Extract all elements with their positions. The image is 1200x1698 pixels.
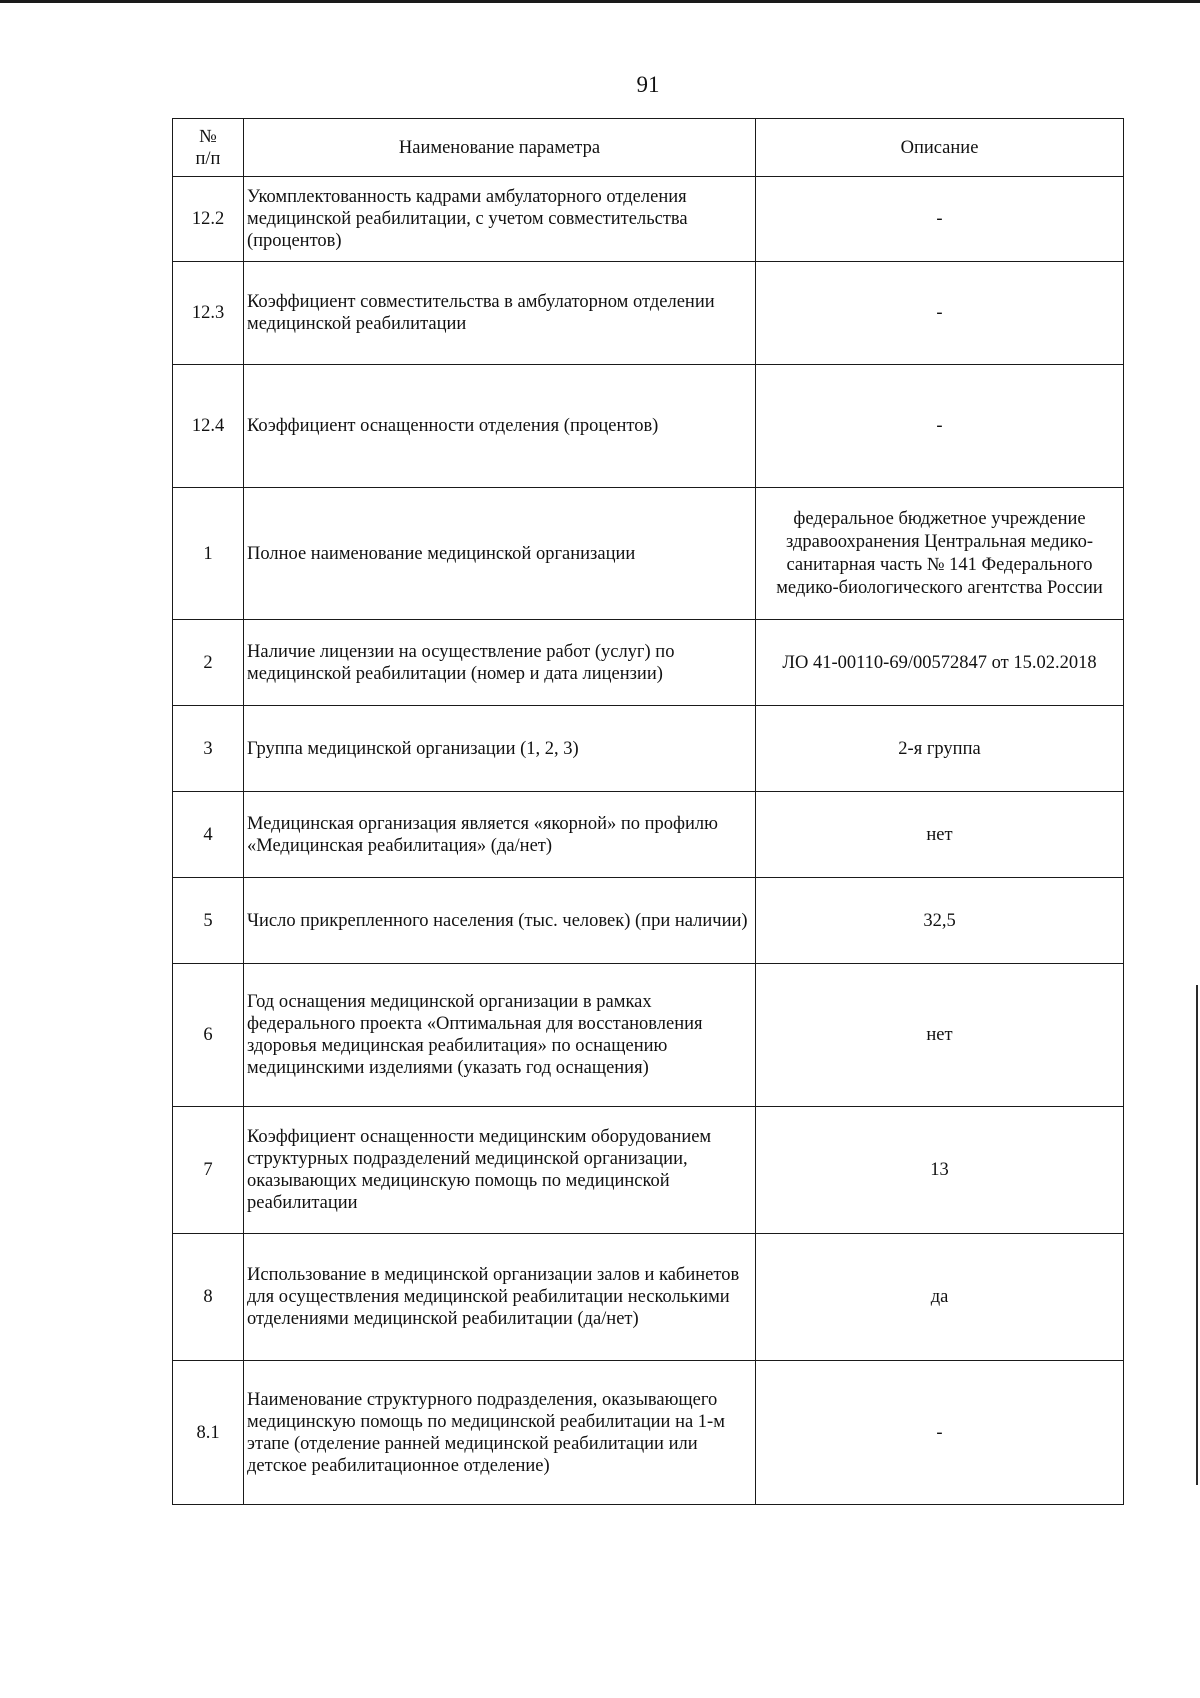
table-row bbox=[173, 1107, 1124, 1234]
row-number: 12.2 bbox=[173, 177, 244, 262]
row-description: нет bbox=[756, 792, 1124, 878]
row-description: - bbox=[756, 262, 1124, 365]
parameters-table bbox=[172, 118, 1124, 1505]
row-description: - bbox=[756, 1361, 1124, 1505]
row-parameter-name: Коэффициент оснащенности медицинским оборудованием структурных подразделений медицинской организации, оказывающих медицинскую помощь по медицинской реабилитации bbox=[244, 1107, 756, 1234]
table-row bbox=[173, 177, 1124, 262]
row-parameter-name: Коэффициент оснащенности отделения (процентов) bbox=[244, 365, 756, 488]
row-number: 6 bbox=[173, 964, 244, 1107]
row-number: 3 bbox=[173, 706, 244, 792]
table-row bbox=[173, 620, 1124, 706]
table-row bbox=[173, 878, 1124, 964]
row-parameter-name: Год оснащения медицинской организации в рамках федерального проекта «Оптимальная для восстановления здоровья медицинская реабилитация» по оснащению медицинскими изделиями (указать год оснащения) bbox=[244, 964, 756, 1107]
row-number: 12.3 bbox=[173, 262, 244, 365]
row-number: 7 bbox=[173, 1107, 244, 1234]
row-parameter-name: Коэффициент совместительства в амбулаторном отделении медицинской реабилитации bbox=[244, 262, 756, 365]
row-number: 5 bbox=[173, 878, 244, 964]
row-parameter-name: Укомплектованность кадрами амбулаторного отделения медицинской реабилитации, с учетом совместительства (процентов) bbox=[244, 177, 756, 262]
page-number: 91 bbox=[636, 72, 660, 97]
row-number: 4 bbox=[173, 792, 244, 878]
header-parameter-name: Наименование параметра bbox=[244, 119, 756, 177]
table-row bbox=[173, 262, 1124, 365]
row-description: федеральное бюджетное учреждение здравоохранения Центральная медико-санитарная часть № 141 Федерального медико-биологического агентства России bbox=[756, 488, 1124, 620]
row-parameter-name: Наличие лицензии на осуществление работ (услуг) по медицинской реабилитации (номер и дата лицензии) bbox=[244, 620, 756, 706]
row-description: - bbox=[756, 365, 1124, 488]
row-description: 13 bbox=[756, 1107, 1124, 1234]
row-description: ЛО 41-00110-69/00572847 от 15.02.2018 bbox=[756, 620, 1124, 706]
table-row bbox=[173, 488, 1124, 620]
row-parameter-name: Группа медицинской организации (1, 2, 3) bbox=[244, 706, 756, 792]
table-row bbox=[173, 1361, 1124, 1505]
row-parameter-name: Медицинская организация является «якорной» по профилю «Медицинская реабилитация» (да/нет) bbox=[244, 792, 756, 878]
row-description: 2-я группа bbox=[756, 706, 1124, 792]
header-number bbox=[173, 119, 244, 177]
row-parameter-name: Наименование структурного подразделения, оказывающего медицинскую помощь по медицинской реабилитации на 1-м этапе (отделение ранней медицинской реабилитации или детское реабилитационное отделение) bbox=[244, 1361, 756, 1505]
row-description: 32,5 bbox=[756, 878, 1124, 964]
row-parameter-name: Число прикрепленного населения (тыс. человек) (при наличии) bbox=[244, 878, 756, 964]
table-header-row bbox=[173, 119, 1124, 177]
row-number: 1 bbox=[173, 488, 244, 620]
header-number-label: № п/п bbox=[195, 126, 221, 169]
row-description: нет bbox=[756, 964, 1124, 1107]
row-description: да bbox=[756, 1234, 1124, 1361]
row-number: 8 bbox=[173, 1234, 244, 1361]
table-row bbox=[173, 964, 1124, 1107]
scan-top-edge bbox=[0, 0, 1200, 3]
row-number: 8.1 bbox=[173, 1361, 244, 1505]
table-row bbox=[173, 792, 1124, 878]
row-parameter-name: Полное наименование медицинской организации bbox=[244, 488, 756, 620]
row-number: 12.4 bbox=[173, 365, 244, 488]
header-description: Описание bbox=[756, 119, 1124, 177]
table-row bbox=[173, 1234, 1124, 1361]
row-parameter-name: Использование в медицинской организации залов и кабинетов для осуществления медицинской реабилитации несколькими отделениями медицинской реабилитации (да/нет) bbox=[244, 1234, 756, 1361]
scan-right-edge-mark bbox=[1196, 985, 1198, 1485]
row-description: - bbox=[756, 177, 1124, 262]
table-row bbox=[173, 706, 1124, 792]
row-number: 2 bbox=[173, 620, 244, 706]
table-row bbox=[173, 365, 1124, 488]
